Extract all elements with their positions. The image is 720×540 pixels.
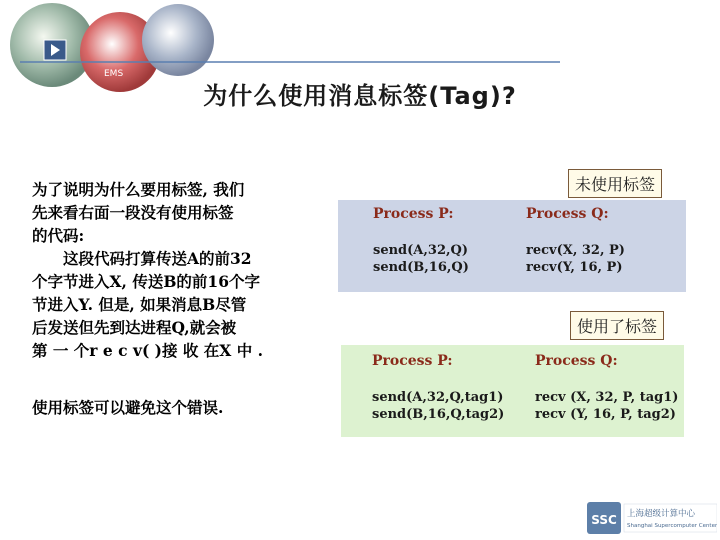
explanation-line: 为了说明为什么要用标签, 我们: [32, 180, 245, 199]
code-line: recv (X, 32, P, tag1): [535, 390, 679, 405]
tagged-callout: 使用了标签: [570, 311, 664, 340]
page-title-text: 为什么使用消息标签(Tag)?: [203, 82, 517, 110]
process-q-header: Process Q:: [526, 206, 609, 222]
tagged-code-box: [341, 345, 684, 437]
globe-icon: [142, 4, 214, 76]
code-line: recv(X, 32, P): [526, 243, 625, 258]
svg-text:SSC: SSC: [591, 513, 617, 527]
code-line: recv(Y, 16, P): [526, 260, 623, 275]
process-p-header: Process P:: [372, 353, 453, 369]
code-line: send(A,32,Q): [373, 243, 468, 258]
explanation-line: 这段代码打算传送A的前32: [63, 249, 252, 268]
ssc-logo: [587, 500, 717, 536]
header-badge-text: EMS: [104, 69, 124, 79]
page-title: [0, 76, 720, 111]
code-line: send(B,16,Q): [373, 260, 469, 275]
explanation-line: 第 一 个r e c v( )接 收 在X 中 .: [32, 341, 264, 360]
explanation-line: 后发送但先到达进程Q,就会被: [32, 318, 237, 337]
code-line: send(A,32,Q,tag1): [372, 390, 504, 405]
code-line: send(B,16,Q,tag2): [372, 407, 505, 422]
process-q-header: Process Q:: [535, 353, 618, 369]
conclusion-text: 使用标签可以避免这个错误.: [32, 398, 224, 417]
explanation-line: 先来看右面一段没有使用标签: [32, 203, 234, 222]
code-line: recv (Y, 16, P, tag2): [535, 407, 676, 422]
explanation-text: [32, 178, 317, 362]
untagged-code-box: [338, 200, 686, 292]
logo-cn-text: 上海超级计算中心: [627, 509, 696, 519]
explanation-line: 个字节进入X, 传送B的前16个字: [32, 272, 260, 291]
process-p-header: Process P:: [373, 206, 454, 222]
explanation-line: 节进入Y. 但是, 如果消息B尽管: [32, 295, 247, 314]
explanation-line: 的代码:: [32, 226, 85, 245]
logo-en-text: Shanghai Supercomputer Center: [627, 523, 717, 529]
untagged-callout: 未使用标签: [568, 169, 662, 198]
